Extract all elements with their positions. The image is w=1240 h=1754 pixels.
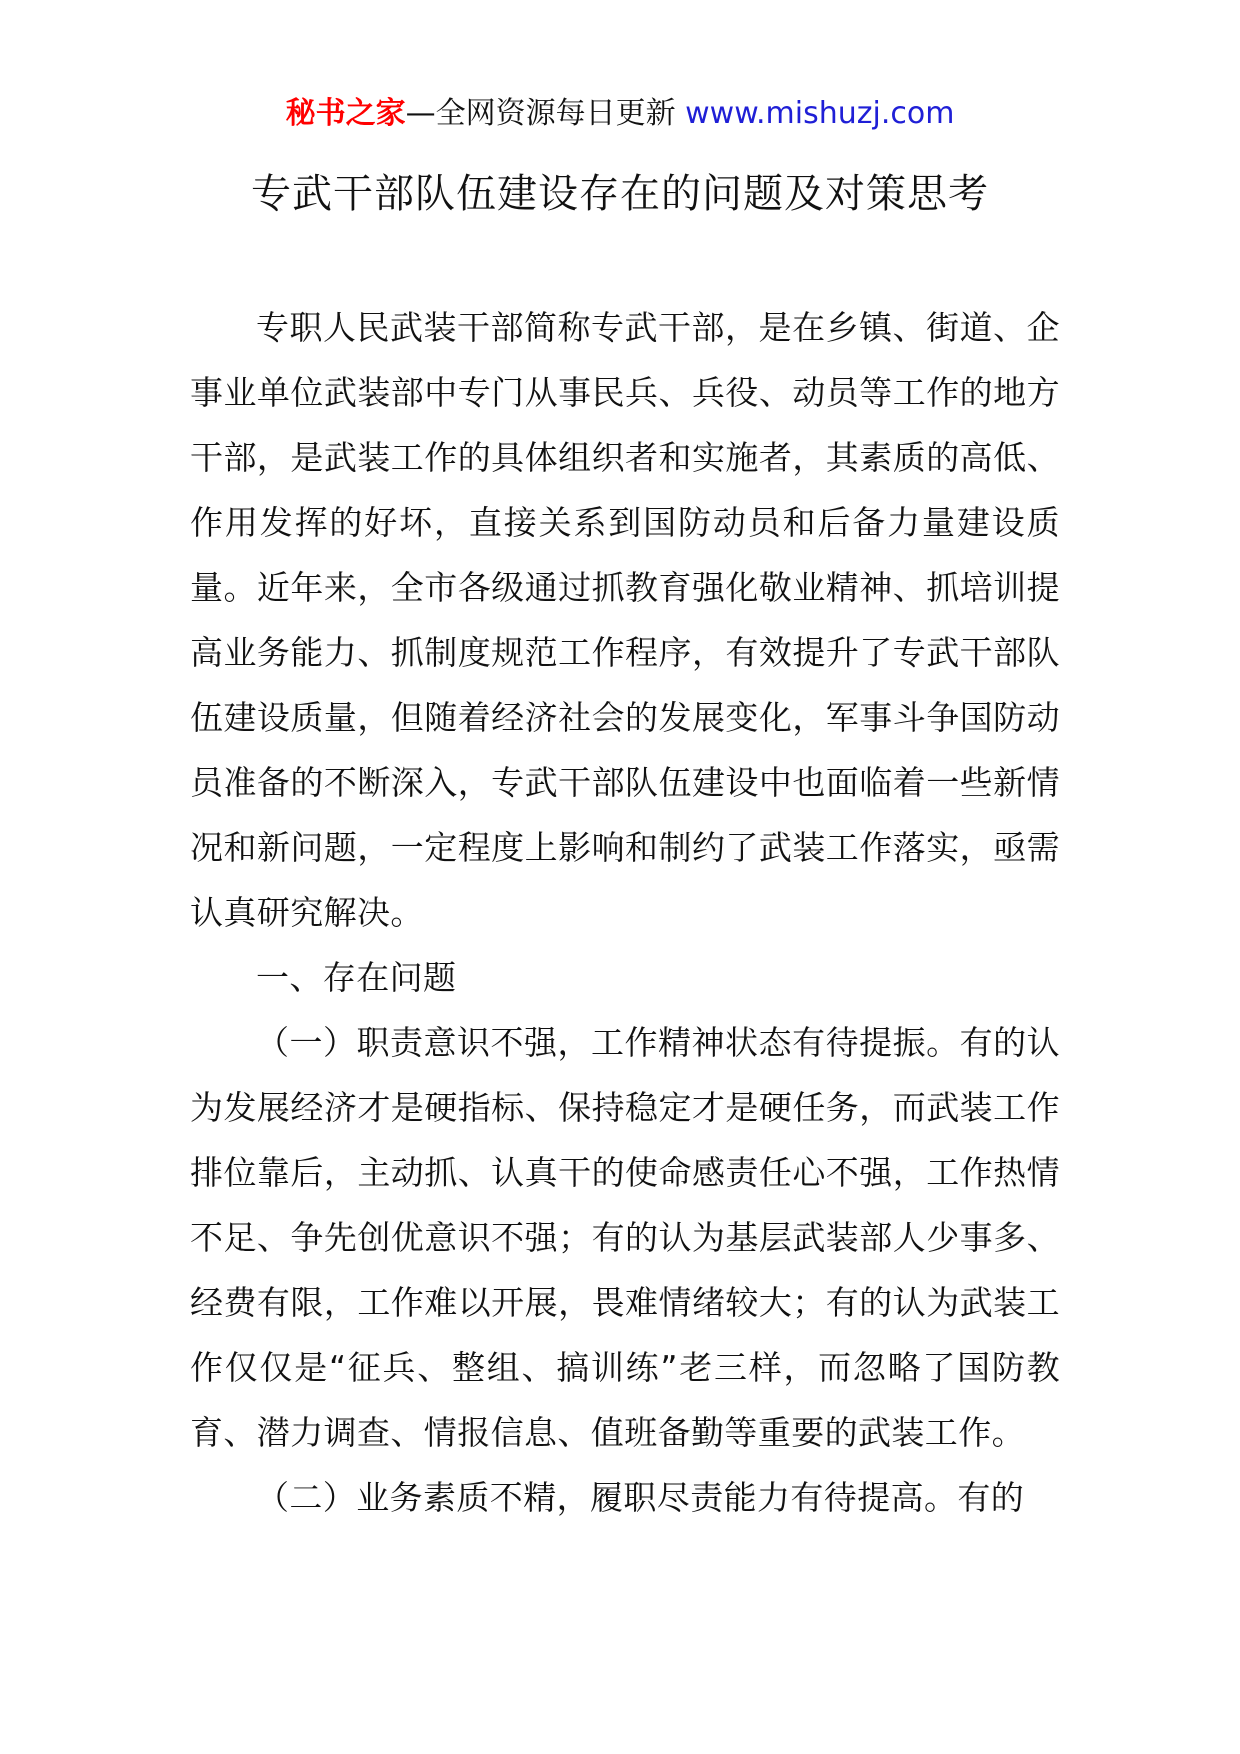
section-heading-problems: 一、存在问题 — [256, 958, 457, 997]
intro-paragraph: 专职人民武装干部简称专武干部，是在乡镇、街道、企事业单位武装部中专门从事民兵、兵役、动员等工作的地方干部，是武装工作的具体组织者和实施者，其素质的高低、作用发挥的好坏，直接关系到国防动员和后备力量建设质量。近年来，全市各级通过抓教育强化敬业精神、抓培训提高业务能力、抓制度规范工作程序，有效提升了专武干部队伍建设质量，但随着经济社会的发展变化，军事斗争国防动员准备的不断深入，专武干部队伍建设中也面临着一些新情况和新问题，一定程度上影响和制约了武装工作落实，亟需认真研究解决。 — [190, 308, 1060, 932]
document-body — [190, 295, 1060, 1530]
site-tagline: —全网资源每日更新 — [405, 96, 676, 131]
problem-paragraph-2: （二）业务素质不精，履职尽责能力有待提高。有的 — [256, 1478, 1025, 1517]
site-url-link[interactable]: www.mishuzj.com — [685, 96, 955, 131]
document-title: 专武干部队伍建设存在的问题及对策思考 — [251, 171, 989, 217]
problem-paragraph-1: （一）职责意识不强，工作精神状态有待提振。有的认为发展经济才是硬指标、保持稳定才是硬任务，而武装工作排位靠后，主动抓、认真干的使命感责任心不强，工作热情不足、争先创优意识不强；有的认为基层武装部人少事多、经费有限，工作难以开展，畏难情绪较大；有的认为武装工作仅仅是“征兵、整组、搞训练”老三样，而忽略了国防教育、潜力调查、情报信息、值班备勤等重要的武装工作。 — [190, 1023, 1060, 1452]
brand-name: 秘书之家 — [285, 96, 406, 131]
site-header — [0, 94, 1240, 134]
